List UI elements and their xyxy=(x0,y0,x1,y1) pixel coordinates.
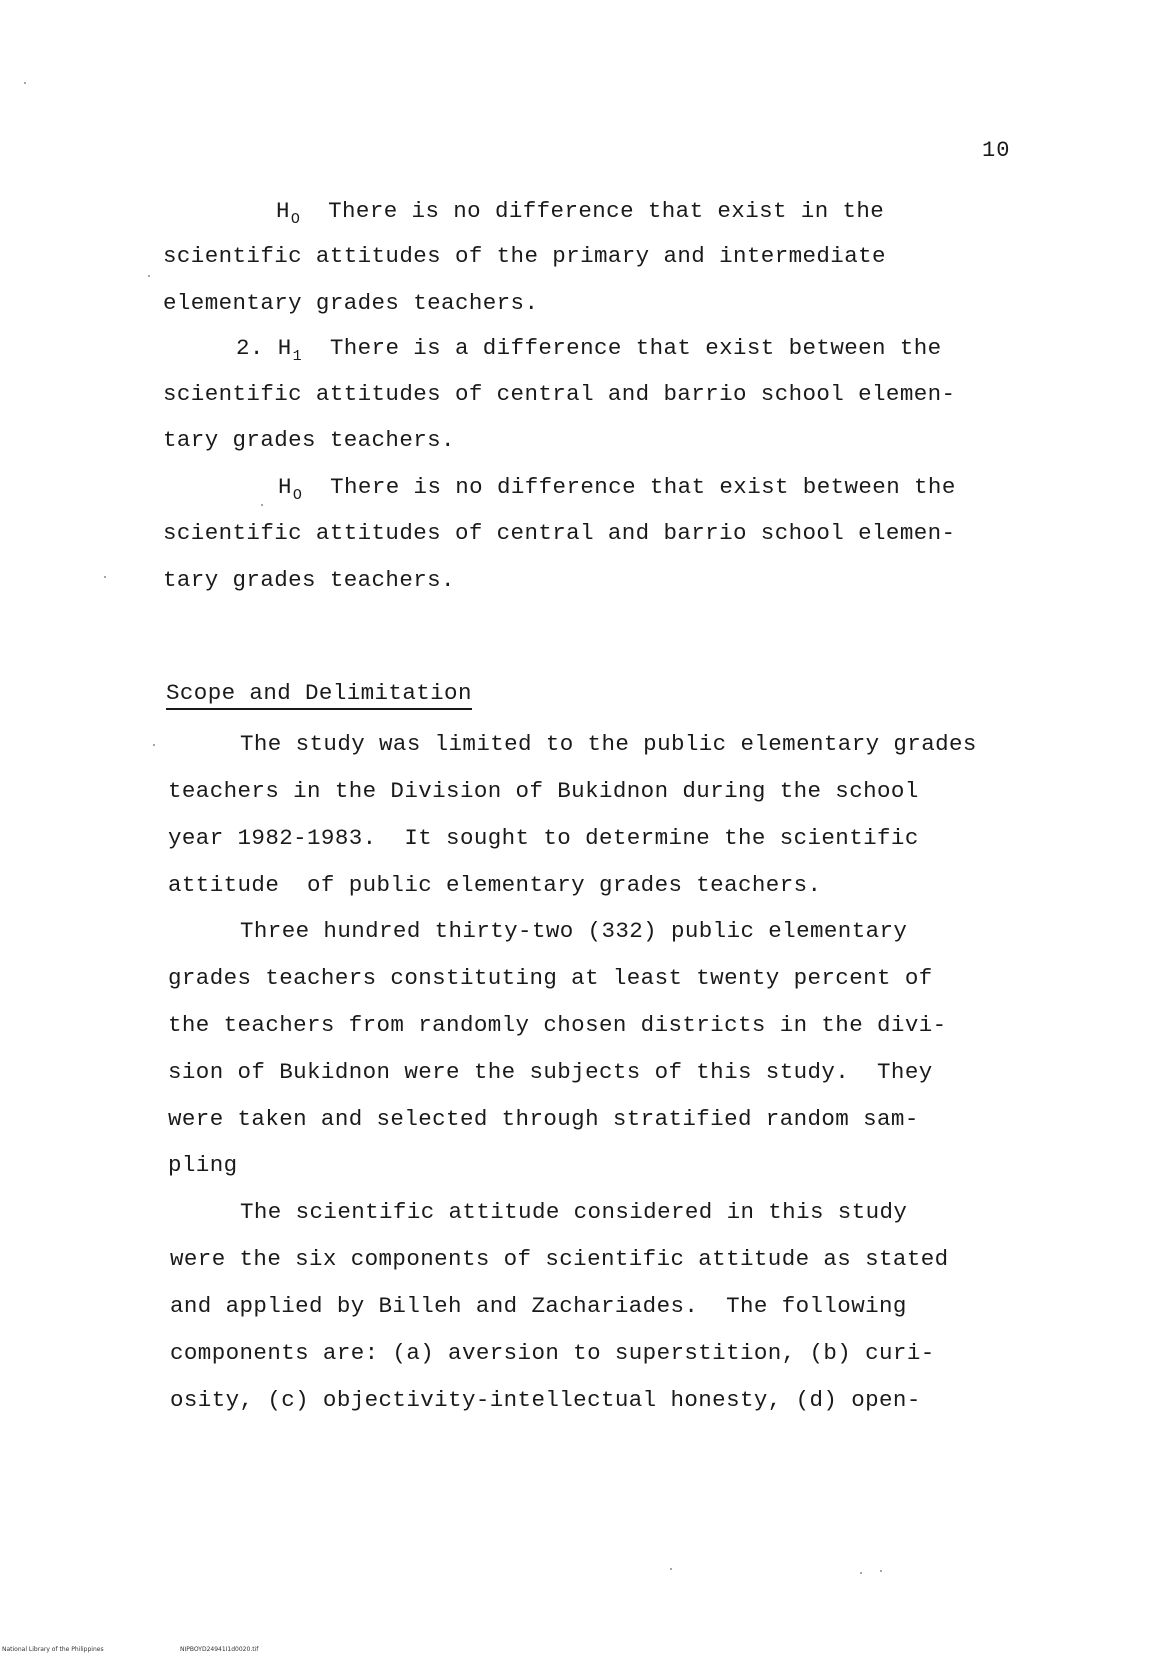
paragraph2-line: were taken and selected through stratified random sam- xyxy=(168,1106,919,1132)
scan-speck xyxy=(860,1572,862,1574)
h0-symbol: H xyxy=(276,198,290,224)
page-number: 10 xyxy=(982,138,1011,163)
paragraph3-line: The scientific attitude considered in this study xyxy=(240,1199,908,1225)
h0-first-line1 xyxy=(276,196,884,229)
h0-first-line2: scientific attitudes of the primary and intermediate xyxy=(163,243,886,269)
h1-symbol: H xyxy=(277,335,292,361)
paragraph1-line: year 1982-1983. It sought to determine the scientific xyxy=(168,825,919,851)
scan-speck xyxy=(261,504,263,506)
footer-code: NIPBOYD24941I1d0020.tif xyxy=(180,1646,259,1653)
h1-second-text: There is a difference that exist between the xyxy=(329,335,942,361)
h0-second-symbol: H xyxy=(278,474,292,500)
paragraph1-line: The study was limited to the public elementary grades xyxy=(240,731,977,757)
paragraph2-line: Three hundred thirty-two (332) public elementary xyxy=(240,918,908,944)
h0-first-text: There is no difference that exist in the xyxy=(328,198,885,224)
scan-speck xyxy=(880,1570,882,1572)
scan-speck xyxy=(670,1568,672,1570)
h1-second-line3: tary grades teachers. xyxy=(163,427,455,453)
paragraph1-line: teachers in the Division of Bukidnon during the school xyxy=(168,778,919,804)
paragraph2-line: pling xyxy=(168,1152,238,1178)
scan-speck xyxy=(24,82,26,84)
h1-second-line2: scientific attitudes of central and barrio school elemen- xyxy=(163,381,956,407)
h1-second-line1 xyxy=(236,333,942,366)
h0-second-subscript: O xyxy=(292,487,303,504)
footer-library: National Library of the Philippines xyxy=(2,1646,104,1653)
scan-speck xyxy=(148,275,150,277)
paragraph1-line: attitude of public elementary grades teachers. xyxy=(168,872,822,898)
paragraph3-line: osity, (c) objectivity-intellectual honesty, (d) open- xyxy=(170,1387,921,1413)
h0-first-line3: elementary grades teachers. xyxy=(163,290,539,316)
h0-subscript: O xyxy=(290,211,301,228)
paragraph3-line: and applied by Billeh and Zachariades. The following xyxy=(170,1293,907,1319)
section-heading: Scope and Delimitation xyxy=(166,678,472,710)
paragraph2-line: sion of Bukidnon were the subjects of this study. They xyxy=(168,1059,933,1085)
h1-subscript: 1 xyxy=(292,348,303,365)
scan-speck xyxy=(153,744,155,746)
paragraph2-line: the teachers from randomly chosen districts in the divi- xyxy=(168,1012,947,1038)
paragraph2-line: grades teachers constituting at least twenty percent of xyxy=(168,965,933,991)
paragraph3-line: components are: (a) aversion to superstition, (b) curi- xyxy=(170,1340,935,1366)
h0-second-line1 xyxy=(278,472,956,505)
scan-speck xyxy=(104,576,106,578)
paragraph3-line: were the six components of scientific attitude as stated xyxy=(170,1246,949,1272)
h0-second-line2: scientific attitudes of central and barrio school elemen- xyxy=(163,520,956,546)
h0-second-text: There is no difference that exist between the xyxy=(330,474,956,500)
h1-number: 2. xyxy=(236,335,264,361)
h0-second-line3: tary grades teachers. xyxy=(163,567,455,593)
